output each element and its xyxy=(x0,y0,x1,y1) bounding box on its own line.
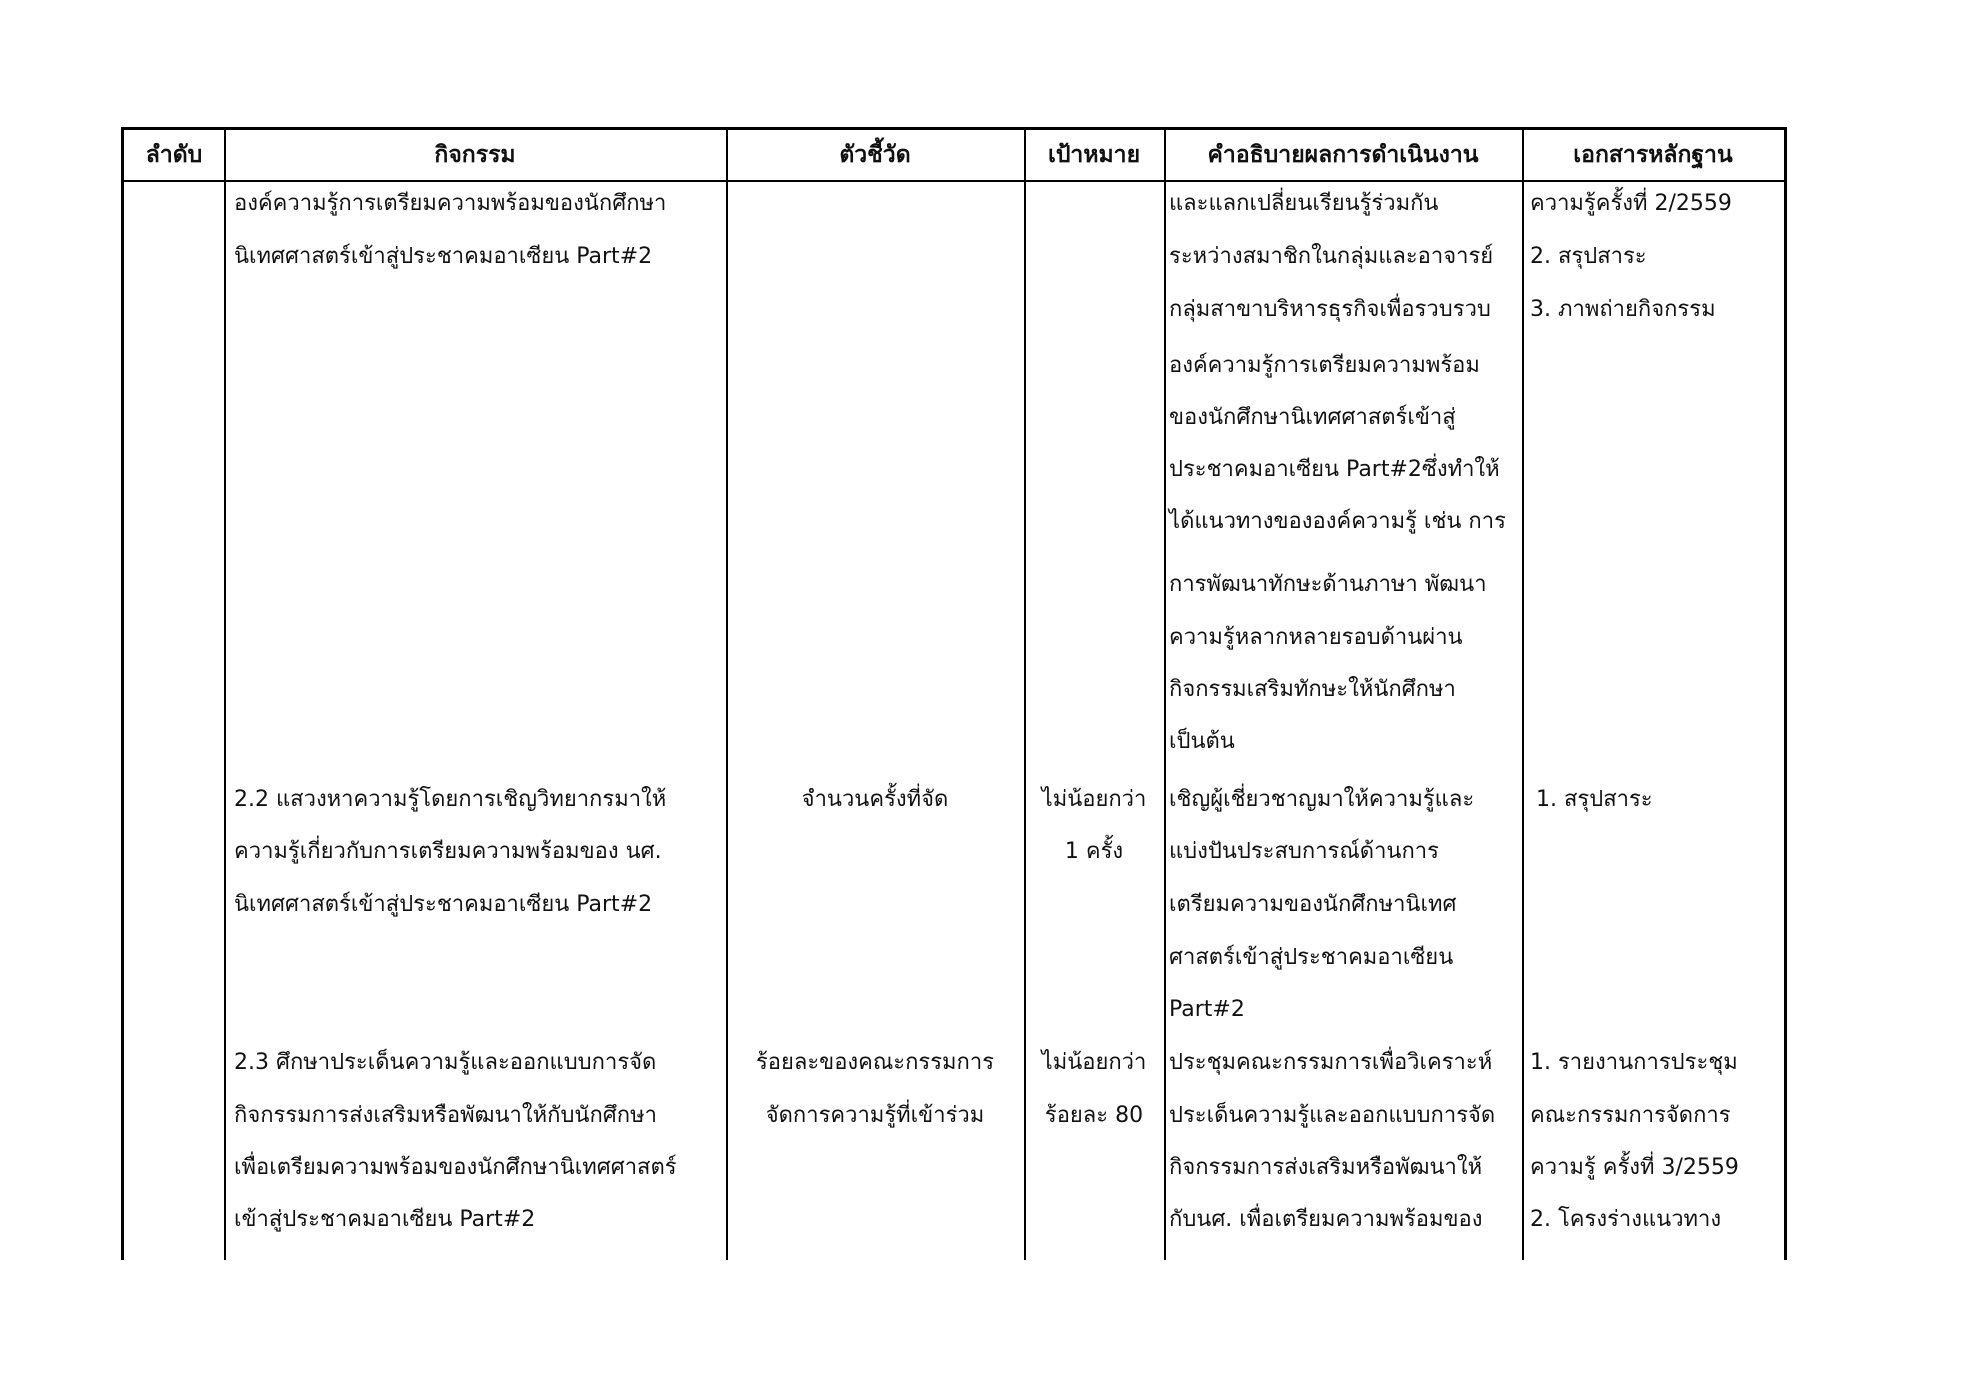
activity-line: 2.3 ศึกษาประเด็นความรู้และออกแบบการจัด xyxy=(234,1050,657,1075)
target-line: ร้อยละ 80 xyxy=(1044,1103,1144,1128)
description-line: กลุ่มสาขาบริหารธุรกิจเพื่อรวบรวบ xyxy=(1169,297,1491,322)
header-indicator: ตัวชี้วัด xyxy=(839,142,911,168)
activity-line: เพื่อเตรียมความพร้อมของนักศึกษานิเทศศาสตร์ xyxy=(234,1155,677,1180)
description-line: เชิญผู้เชี่ยวชาญมาให้ความรู้และ xyxy=(1169,787,1475,812)
column-divider xyxy=(1164,130,1166,1260)
description-line: ประชุมคณะกรรมการเพื่อวิเคราะห์ xyxy=(1169,1050,1493,1075)
description-line: องค์ความรู้การเตรียมความพร้อม xyxy=(1169,353,1480,378)
evidence-line: 1. รายงานการประชุม xyxy=(1530,1050,1738,1075)
target-line: ไม่น้อยกว่า xyxy=(1041,787,1147,812)
evidence-line: 1. สรุปสาระ xyxy=(1536,787,1653,812)
column-divider xyxy=(1024,130,1026,1260)
description-line: เตรียมความของนักศึกษานิเทศ xyxy=(1169,892,1457,917)
activity-line: นิเทศศาสตร์เข้าสู่ประชาคมอาเซียน Part#2 xyxy=(234,892,653,917)
description-line: ประชาคมอาเซียน Part#2ซึ่งทำให้ xyxy=(1169,457,1500,482)
header-target: เป้าหมาย xyxy=(1047,142,1141,168)
description-line: ของนักศึกษานิเทศศาสตร์เข้าสู่ xyxy=(1169,405,1456,430)
activity-line: นิเทศศาสตร์เข้าสู่ประชาคมอาเซียน Part#2 xyxy=(234,244,653,269)
activity-line: 2.2 แสวงหาความรู้โดยการเชิญวิทยากรมาให้ xyxy=(234,787,667,812)
header-activity: กิจกรรม xyxy=(434,142,516,168)
target-line: 1 ครั้ง xyxy=(1064,839,1124,864)
table-header xyxy=(124,130,1784,182)
indicator-line: จำนวนครั้งที่จัด xyxy=(801,787,949,812)
description-line: การพัฒนาทักษะด้านภาษา พัฒนา xyxy=(1169,572,1487,597)
evidence-line: 2. โครงร่างแนวทาง xyxy=(1530,1207,1722,1232)
activity-line: เข้าสู่ประชาคมอาเซียน Part#2 xyxy=(234,1207,536,1232)
column-divider xyxy=(1522,130,1524,1260)
description-line: กับนศ. เพื่อเตรียมความพร้อมของ xyxy=(1169,1207,1483,1232)
column-divider xyxy=(224,130,226,1260)
evidence-line: ความรู้ครั้งที่ 2/2559 xyxy=(1530,191,1732,216)
results-table xyxy=(121,127,1787,1260)
activity-line: องค์ความรู้การเตรียมความพร้อมของนักศึกษา xyxy=(234,191,667,216)
description-line: ความรู้หลากหลายรอบด้านผ่าน xyxy=(1169,625,1463,650)
description-line: และแลกเปลี่ยนเรียนรู้ร่วมกัน xyxy=(1169,191,1439,216)
indicator-line: จัดการความรู้ที่เข้าร่วม xyxy=(765,1103,985,1128)
evidence-line: 3. ภาพถ่ายกิจกรรม xyxy=(1530,297,1716,322)
evidence-line: 2. สรุปสาระ xyxy=(1530,244,1647,269)
evidence-line: ความรู้ ครั้งที่ 3/2559 xyxy=(1530,1155,1739,1180)
evidence-line: คณะกรรมการจัดการ xyxy=(1530,1103,1731,1128)
description-line: Part#2 xyxy=(1169,997,1245,1022)
column-divider xyxy=(726,130,728,1260)
activity-line: ความรู้เกี่ยวกับการเตรียมความพร้อมของ นศ. xyxy=(234,839,662,864)
activity-line: กิจกรรมการส่งเสริมหรือพัฒนาให้กับนักศึกษา xyxy=(234,1103,657,1128)
target-line: ไม่น้อยกว่า xyxy=(1041,1050,1147,1075)
description-line: ประเด็นความรู้และออกแบบการจัด xyxy=(1169,1103,1496,1128)
indicator-line: ร้อยละของคณะกรรมการ xyxy=(755,1050,995,1075)
description-line: เป็นต้น xyxy=(1169,729,1235,754)
description-line: ระหว่างสมาชิกในกลุ่มและอาจารย์ xyxy=(1169,244,1494,269)
description-line: ได้แนวทางขององค์ความรู้ เช่น การ xyxy=(1169,509,1506,534)
description-line: กิจกรรมเสริมทักษะให้นักศึกษา xyxy=(1169,677,1456,702)
description-line: แบ่งปันประสบการณ์ด้านการ xyxy=(1169,839,1439,864)
description-line: กิจกรรมการส่งเสริมหรือพัฒนาให้ xyxy=(1169,1155,1483,1180)
header-order: ลำดับ xyxy=(145,142,203,168)
description-line: ศาสตร์เข้าสู่ประชาคมอาเซียน xyxy=(1169,945,1454,970)
header-description: คำอธิบายผลการดำเนินงาน xyxy=(1207,142,1479,168)
header-evidence: เอกสารหลักฐาน xyxy=(1573,142,1733,168)
